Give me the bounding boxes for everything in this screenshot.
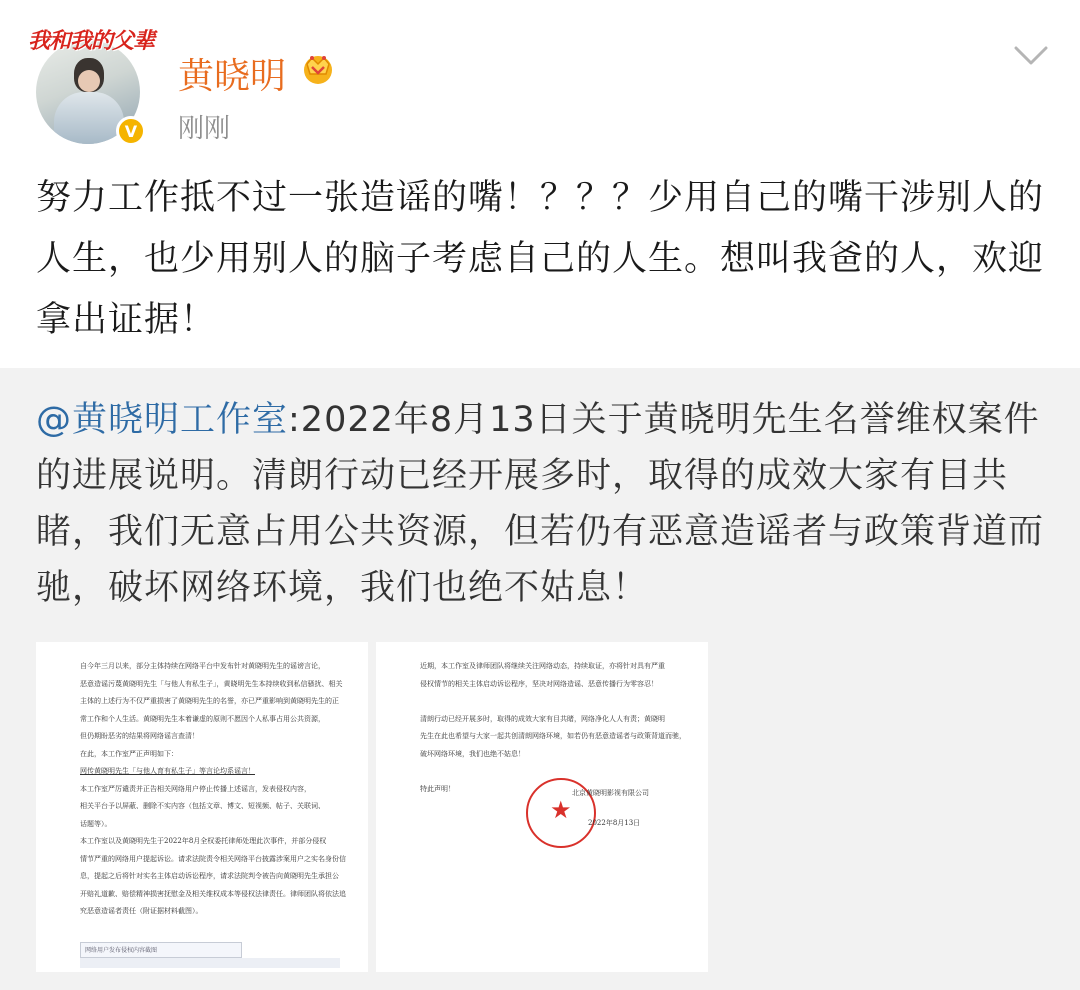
statement-1-screenshot-label: 网络用户发布侵权内容截图 [85, 947, 158, 954]
statement-1-screenshot-bar [80, 942, 242, 958]
avatar-body-shape [54, 92, 124, 144]
post-text: 努力工作抵不过一张造谣的嘴！？？？少用自己的嘴干涉别人的人生，也少用别人的脑子考虑自己的人生。想叫我爸的人，欢迎拿出证据！ [36, 178, 1045, 340]
statement-2-line: 近期，本工作室及律师团队将继续关注网络动态，持续取证，亦将针对具有严重 [420, 662, 665, 670]
statement-1-line: 本工作室严厉谴责并正告相关网络用户停止传播上述谣言，发表侵权内容， [80, 784, 311, 793]
statement-2-line [420, 693, 685, 711]
statement-1-line: 开赔礼道歉、赔偿精神损害抚慰金及相关维权成本等侵权法律责任。律师团队将依法追 [80, 889, 346, 898]
seal-star-icon: ★ [550, 796, 572, 824]
statement-2-date: 2022年8月13日 [588, 819, 641, 827]
statement-1-body [80, 658, 345, 921]
crown-badge-icon[interactable] [298, 50, 338, 86]
avatar-sticker-text: 我和我的父辈 [28, 29, 155, 54]
repost-text-block [36, 392, 1046, 616]
chevron-down-icon[interactable] [1014, 44, 1048, 68]
statement-1-screenshot-strip [80, 958, 340, 968]
post-timestamp: 刚刚 [178, 114, 231, 144]
statement-1-line: 自今年三月以来，部分主体持续在网络平台中发布针对黄晓明先生的谣谤言论， [80, 662, 325, 670]
statement-1-line: 网传黄晓明先生「与他人育有私生子」等言论均系谣言！ [80, 767, 255, 775]
statement-1-line: 息，提起之后将针对实名主体启动诉讼程序，请求法院判令被告向黄晓明先生承担公 [80, 872, 339, 880]
avatar-container[interactable] [28, 29, 155, 144]
statement-1-line: 但仍期盼恶劣的结果将网络谣言查清！ [80, 732, 199, 740]
repost-card[interactable] [0, 368, 1080, 990]
statement-2-line: 特此声明！ [420, 784, 455, 793]
statement-1-line: 话题等）。 [80, 819, 112, 828]
statement-2-line: 破坏网络环境，我们也绝不姑息！ [420, 749, 525, 758]
statement-1-line: 恶意造谣污蔑黄晓明先生「与他人有私生子」，黄晓明先生本持续收到私信骚扰、相关 [80, 679, 343, 688]
statement-image-1[interactable] [36, 642, 368, 972]
repost-mention-link[interactable]: @黄晓明工作室 [36, 400, 289, 440]
statement-2-line: 清朗行动已经开展多时，取得的成效大家有目共睹，网络净化人人有责；黄晓明 [420, 714, 665, 723]
statement-1-line: 在此，本工作室严正声明如下： [80, 749, 178, 758]
username[interactable]: 黄晓明 [178, 56, 287, 97]
statement-1-line: 情节严重的网络用户提起诉讼。请求法院责令相关网络平台披露涉案用户之实名身份信 [80, 854, 346, 863]
statement-1-line: 究恶意造谣者责任（附证据材料截图）。 [80, 907, 203, 915]
statement-2-line: 先生在此也希望与大家一起共创清朗网络环境，如若仍有恶意造谣者与政策背道而驰， [420, 732, 686, 740]
statement-2-company: 北京黄晓明影视有限公司 [572, 789, 649, 797]
verified-v-icon: V [116, 116, 146, 146]
statement-2-body [420, 658, 685, 798]
statement-1-line: 主体的上述行为不仅严重损害了黄晓明先生的名誉，亦已严重影响到黄晓明先生的正 [80, 697, 339, 705]
statement-1-line: 相关平台予以屏蔽、删除不实内容（包括文章、博文、短视频、帖子、关联词、 [80, 802, 325, 810]
avatar-face-shape [78, 70, 100, 92]
statement-image-2[interactable] [376, 642, 708, 972]
statement-1-line: 常工作和个人生活。黄晓明先生本着谦虚的原则不愿因个人私事占用公共资源， [80, 714, 325, 723]
statement-1-line: 本工作室以及黄晓明先生于2022年8月全权委托律师处理此次事件，并部分侵权 [80, 837, 327, 845]
statement-2-line: 侵权情节的相关主体启动诉讼程序，坚决对网络造谣、恶意传播行为零容忍！ [420, 679, 658, 688]
repost-text: :2022年8月13日关于黄晓明先生名誉维权案件的进展说明。清朗行动已经开展多时，取得的成效大家有目共睹，我们无意占用公共资源，但若仍有恶意造谣者与政策背道而驰，破坏网络环境，我们也绝不姑息！ [36, 400, 1045, 608]
